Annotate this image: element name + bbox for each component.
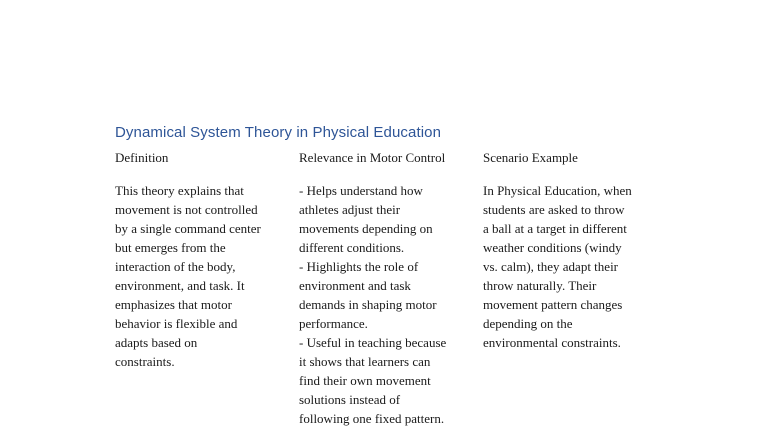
text-line: throw naturally. Their — [483, 278, 597, 293]
text-line: find their own movement — [299, 373, 431, 388]
column-header-relevance: Relevance in Motor Control — [299, 150, 446, 165]
text-line: movement pattern changes — [483, 297, 623, 312]
text-line: emphasizes that motor — [115, 297, 232, 312]
text-line: movement is not controlled — [115, 202, 258, 217]
text-line: depending on the — [483, 316, 573, 331]
text-line: environment, and task. It — [115, 278, 245, 293]
text-line: following one fixed pattern. — [299, 411, 445, 426]
text-line: solutions instead of — [299, 392, 401, 407]
text-line: environmental constraints. — [483, 335, 621, 350]
column-header-scenario: Scenario Example — [483, 150, 578, 165]
text-line: different conditions. — [299, 240, 405, 255]
text-line: interaction of the body, — [115, 259, 236, 274]
column-header-definition: Definition — [115, 150, 169, 165]
text-line: movements depending on — [299, 221, 433, 236]
text-line: environment and task — [299, 278, 411, 293]
text-line: it shows that learners can — [299, 354, 431, 369]
scenario-text — [483, 181, 663, 352]
text-line: - Useful in teaching because — [299, 335, 447, 350]
text-line: athletes adjust their — [299, 202, 401, 217]
relevance-text — [299, 181, 474, 428]
text-line: but emerges from the — [115, 240, 226, 255]
text-line: adapts based on — [115, 335, 198, 350]
text-line: performance. — [299, 316, 368, 331]
text-line: behavior is flexible and — [115, 316, 238, 331]
text-line: a ball at a target in different — [483, 221, 627, 236]
text-line: by a single command center — [115, 221, 261, 236]
text-line: This theory explains that — [115, 183, 244, 198]
text-line: vs. calm), they adapt their — [483, 259, 619, 274]
text-line: In Physical Education, when — [483, 183, 632, 198]
text-line: students are asked to throw — [483, 202, 625, 217]
text-line: constraints. — [115, 354, 175, 369]
text-line: - Helps understand how — [299, 183, 423, 198]
text-line: weather conditions (windy — [483, 240, 622, 255]
definition-text — [115, 181, 290, 371]
document-title: Dynamical System Theory in Physical Education — [115, 124, 442, 141]
text-line: - Highlights the role of — [299, 259, 419, 274]
text-line: demands in shaping motor — [299, 297, 437, 312]
